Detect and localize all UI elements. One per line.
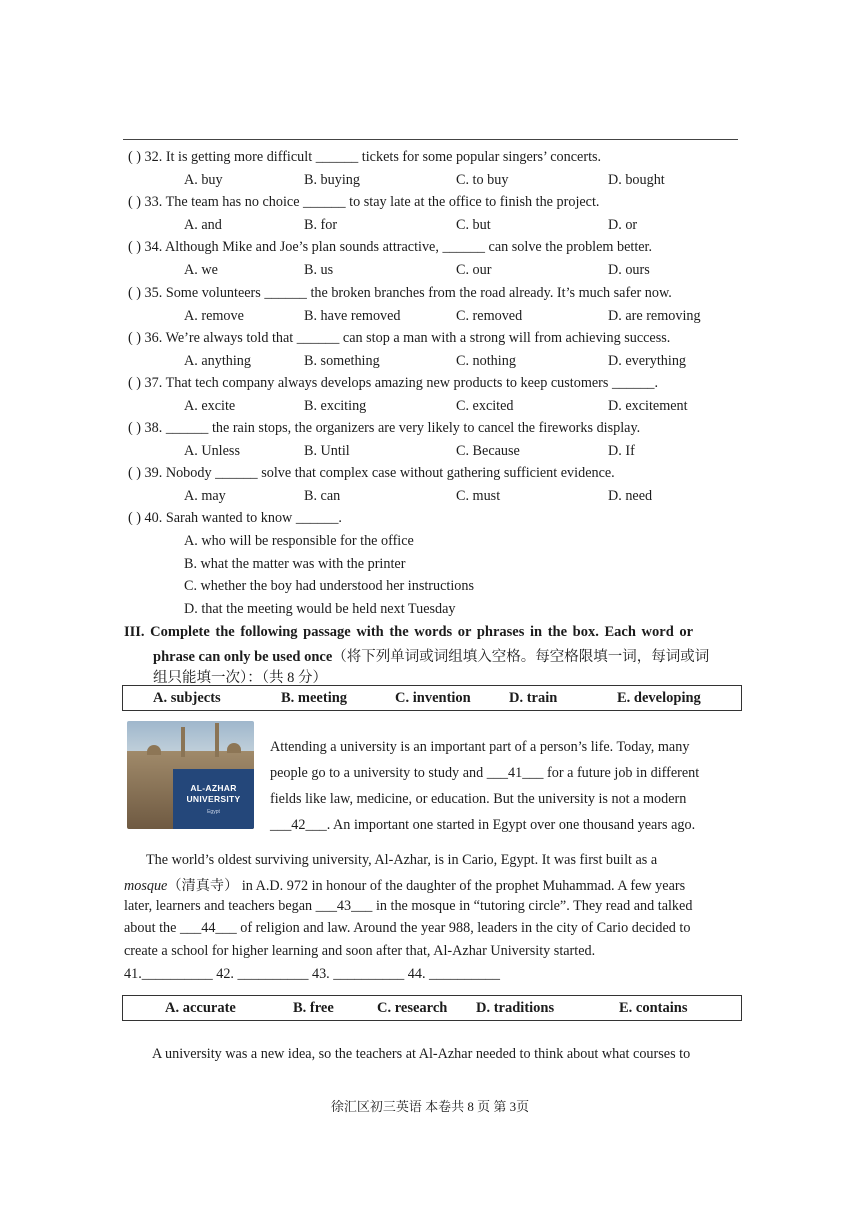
question-32 <box>128 149 601 166</box>
banner-caption: Egypt <box>207 809 220 815</box>
question-stem: 32. It is getting more difficult ______ tickets for some popular singers’ concerts. <box>144 149 602 165</box>
option-a: A. remove <box>184 307 244 324</box>
option-b: B. have removed <box>304 307 401 324</box>
answer-bracket: ( ) <box>128 510 141 526</box>
option-c: C. must <box>456 488 501 505</box>
para3-line1: A university was a new idea, so the teachers at Al-Azhar needed to think about what courses to <box>152 1046 691 1062</box>
para1-line4: ___42___. An important one started in Egypt over one thousand years ago. <box>270 817 696 833</box>
option-c: C. whether the boy had understood her instructions <box>184 578 474 594</box>
option-b: B. us <box>304 262 334 279</box>
option-c: C. our <box>456 262 492 279</box>
option-b: B. buying <box>304 172 360 188</box>
section-heading: III. Complete the following passage with the words or phrases in the box. Each word or <box>124 624 694 640</box>
option-a: A. excite <box>184 398 236 414</box>
option-a: A. may <box>184 488 226 505</box>
banner-title-2: UNIVERSITY <box>186 794 241 804</box>
option-c: C. but <box>456 217 491 234</box>
answer-bracket: ( ) <box>128 375 141 391</box>
option-c: C. excited <box>456 398 514 414</box>
banner-title-1: AL-AZHAR <box>190 783 237 793</box>
option-a: A. who will be responsible for the office <box>184 533 414 549</box>
para1-line1: Attending a university is an important part of a person’s life. Today, many <box>270 739 690 755</box>
word-option: B. meeting <box>281 690 348 706</box>
question-39 <box>128 465 615 482</box>
heading-instruction: phrase can only be used once <box>153 649 333 665</box>
word-option: E. contains <box>619 1000 688 1016</box>
answer-bracket: ( ) <box>128 239 141 256</box>
option-c: C. Because <box>456 443 520 460</box>
answer-bracket: ( ) <box>128 284 141 301</box>
word-option: D. traditions <box>476 1000 555 1016</box>
question-stem: 35. Some volunteers ______ the broken branches from the road already. It’s much safer now. <box>144 284 672 301</box>
italic-word: mosque <box>124 878 168 894</box>
answer-bracket: ( ) <box>128 465 141 482</box>
question-33 <box>128 194 599 211</box>
option-d: D. ours <box>608 262 650 279</box>
section-heading-line2 <box>153 645 709 666</box>
option-b: B. for <box>304 217 338 234</box>
option-d: D. are removing <box>608 307 701 324</box>
para2-line3: later, learners and teachers began ___43___ in the mosque in “tutoring circle”. They read and talked <box>124 898 693 914</box>
option-d: D. or <box>608 217 638 234</box>
option-a: A. and <box>184 217 222 234</box>
answer-bracket: ( ) <box>128 329 141 346</box>
para1-line3: fields like law, medicine, or education. But the university is not a modern <box>270 791 687 807</box>
option-d: D. If <box>608 443 635 460</box>
option-b: B. Until <box>304 443 350 460</box>
university-banner <box>173 769 254 829</box>
heading-instruction-cn: （将下列单词或词组填入空格。每空格限填一词，每词或词 <box>332 649 710 665</box>
question-35 <box>128 285 672 302</box>
option-d: D. excitement <box>608 398 688 414</box>
word-option: C. invention <box>395 690 471 706</box>
question-38 <box>128 420 640 437</box>
word-option: A. accurate <box>165 1000 236 1016</box>
question-stem: 36. We’re always told that ______ can stop a man with a strong will from achieving success. <box>144 329 671 346</box>
question-stem: 37. That tech company always develops amazing new products to keep customers ______. <box>144 375 659 391</box>
al-azhar-university-image <box>127 721 254 829</box>
para1-line2: people go to a university to study and ___41___ for a future job in different <box>270 765 700 781</box>
option-b: B. can <box>304 488 341 505</box>
option-b: B. something <box>304 352 380 369</box>
word-option: D. train <box>509 690 558 706</box>
page-footer: 徐汇区初三英语 本卷共 8 页 第 3页 <box>330 1099 530 1114</box>
question-40 <box>128 510 342 527</box>
word-option: B. free <box>293 1000 334 1016</box>
para2-line1: The world’s oldest surviving university, Al-Azhar, is in Cario, Egypt. It was first built as a <box>146 852 658 868</box>
word-option: C. research <box>377 1000 448 1016</box>
para2-line2-rest: （清真寺） in A.D. 972 in honour of the daughter of the prophet Muhammad. A few years <box>167 878 686 894</box>
option-b: B. exciting <box>304 398 367 414</box>
option-d: D. need <box>608 488 653 505</box>
para2-line4: about the ___44___ of religion and law. Around the year 988, leaders in the city of Cario decided to <box>124 920 691 936</box>
option-a: A. buy <box>184 172 223 188</box>
word-option: A. subjects <box>153 690 221 706</box>
option-d: D. everything <box>608 352 687 369</box>
question-37 <box>128 375 658 392</box>
header-rule <box>123 139 738 140</box>
answer-bracket: ( ) <box>128 149 141 165</box>
word-box-1 <box>122 685 742 711</box>
option-c: C. nothing <box>456 352 516 369</box>
answer-bracket: ( ) <box>128 420 141 437</box>
option-c: C. to buy <box>456 172 509 188</box>
option-a: A. anything <box>184 352 251 369</box>
option-c: C. removed <box>456 307 523 324</box>
option-d: D. bought <box>608 172 665 188</box>
question-stem: 38. ______ the rain stops, the organizers are very likely to cancel the fireworks display. <box>144 420 641 437</box>
question-stem: 39. Nobody ______ solve that complex case without gathering sufficient evidence. <box>144 465 615 482</box>
option-a: A. we <box>184 262 218 279</box>
option-b: B. what the matter was with the printer <box>184 556 406 572</box>
option-d: D. that the meeting would be held next Tuesday <box>184 601 456 617</box>
word-option: E. developing <box>617 690 701 706</box>
answer-blanks: 41.__________ 42. __________ 43. __________ 44. __________ <box>124 966 500 982</box>
section-heading-line3: 组只能填一次）：（共 8 分） <box>153 670 327 686</box>
question-34 <box>128 239 652 256</box>
answer-bracket: ( ) <box>128 194 141 211</box>
word-box-2 <box>122 995 742 1021</box>
question-36 <box>128 330 670 347</box>
para2-line5: create a school for higher learning and soon after that, Al-Azhar University started. <box>124 943 596 959</box>
option-a: A. Unless <box>184 443 240 460</box>
para2-line2 <box>124 875 685 895</box>
question-stem: 33. The team has no choice ______ to stay late at the office to finish the project. <box>144 194 600 211</box>
question-stem: 34. Although Mike and Joe’s plan sounds attractive, ______ can solve the problem better. <box>144 239 653 256</box>
question-stem: 40. Sarah wanted to know ______. <box>144 510 342 526</box>
